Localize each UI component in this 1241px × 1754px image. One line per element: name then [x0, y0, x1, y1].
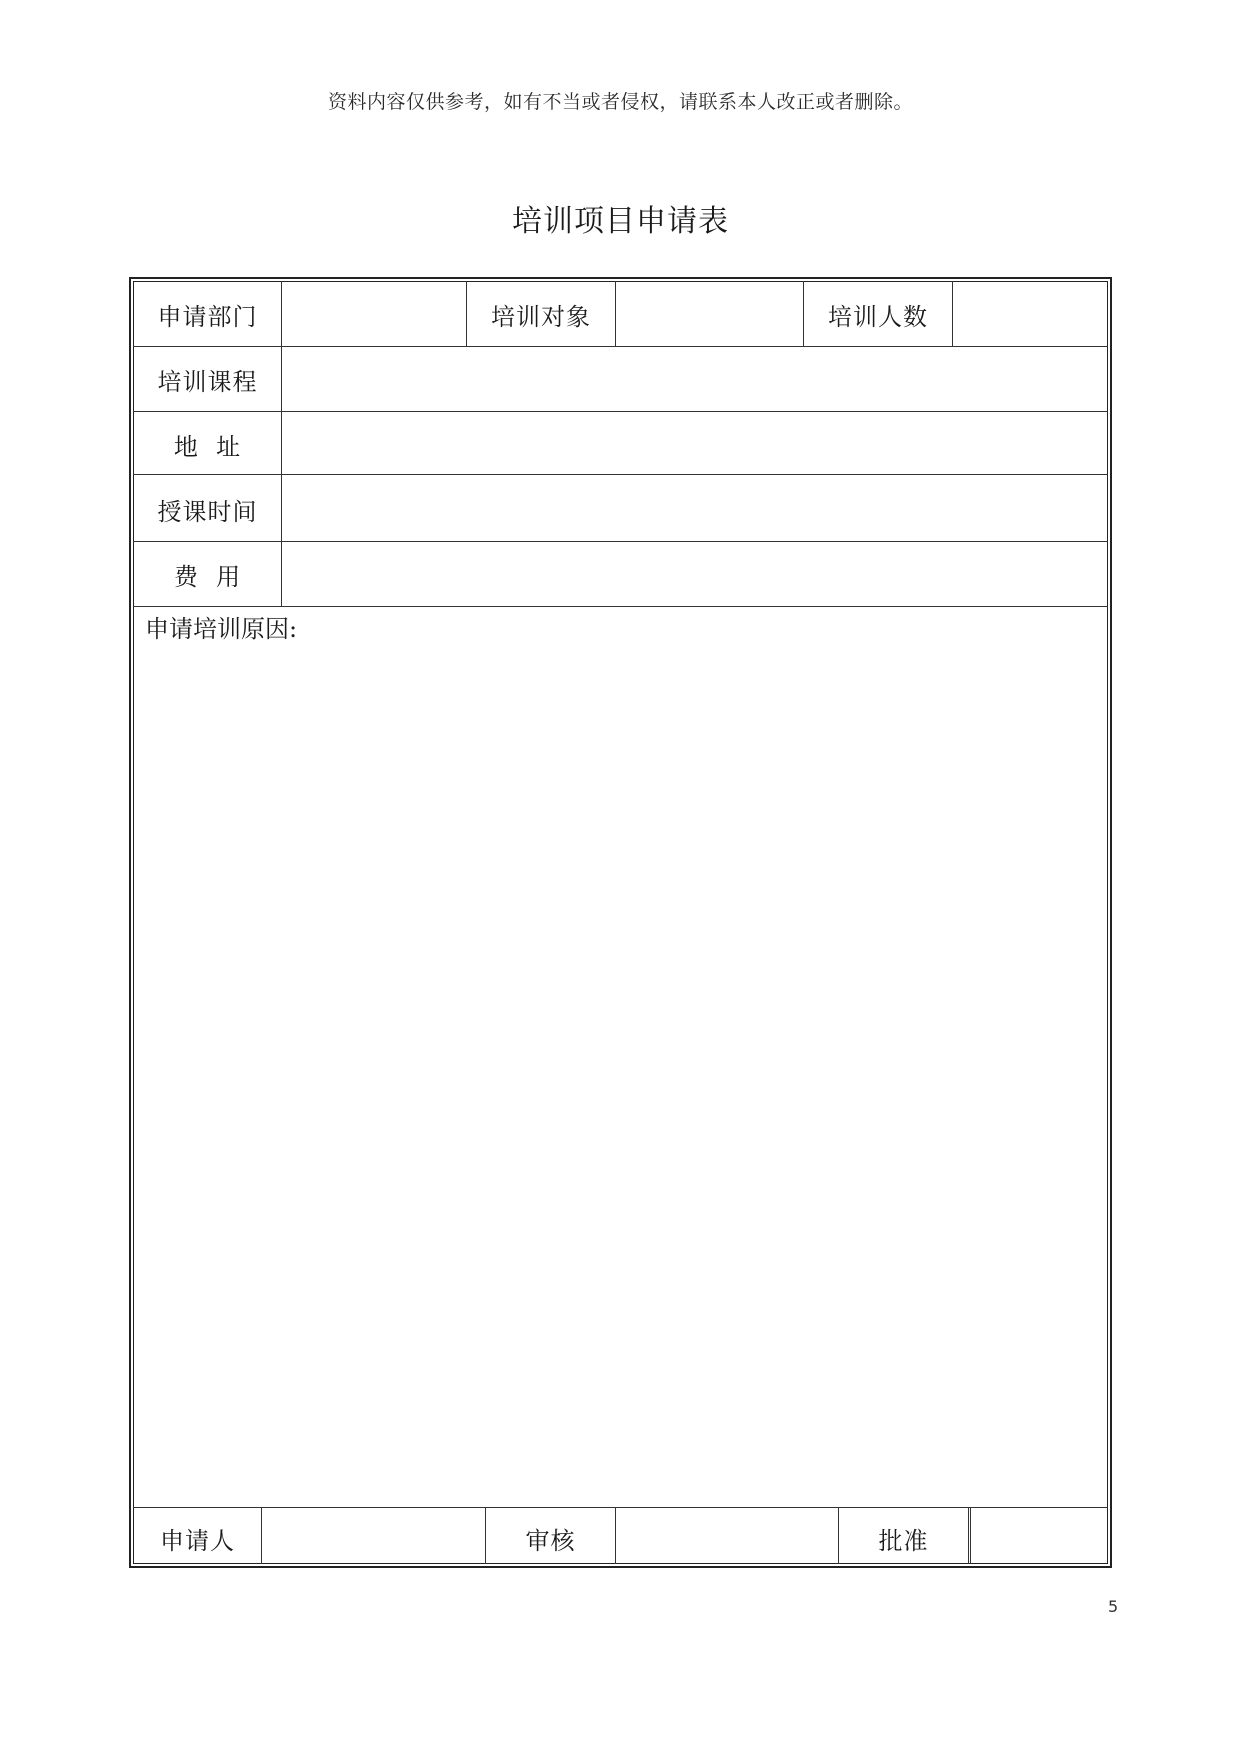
- headcount-field[interactable]: [953, 282, 1108, 346]
- applicant-label: 申请人: [160, 1527, 235, 1555]
- time-label: 授课时间: [157, 498, 258, 526]
- address-label: 地 址: [173, 433, 242, 461]
- form-title: 培训项目申请表: [512, 204, 729, 239]
- review-field[interactable]: [616, 1508, 838, 1564]
- time-field[interactable]: [282, 475, 1108, 541]
- headcount-label: 培训人数: [828, 303, 928, 331]
- reason-label: 申请培训原因:: [145, 615, 298, 643]
- page-number: 5: [1108, 1597, 1119, 1616]
- col-divider: [968, 1507, 969, 1564]
- address-field[interactable]: [282, 412, 1108, 474]
- disclaimer-text: 资料内容仅供参考，如有不当或者侵权，请联系本人改正或者删除。: [327, 91, 913, 113]
- applicant-field[interactable]: [262, 1508, 485, 1564]
- department-label: 申请部门: [157, 303, 258, 331]
- review-label: 审核: [525, 1527, 576, 1555]
- course-label: 培训课程: [157, 368, 258, 396]
- cost-label: 费 用: [173, 563, 242, 591]
- row-divider: [133, 606, 1108, 607]
- course-field[interactable]: [282, 347, 1108, 411]
- audience-field[interactable]: [616, 282, 803, 346]
- cost-field[interactable]: [282, 542, 1108, 606]
- approve-field[interactable]: [971, 1508, 1108, 1564]
- department-field[interactable]: [282, 282, 466, 346]
- approve-label: 批准: [878, 1527, 929, 1555]
- audience-label: 培训对象: [491, 303, 591, 331]
- reason-field[interactable]: [134, 640, 1108, 1507]
